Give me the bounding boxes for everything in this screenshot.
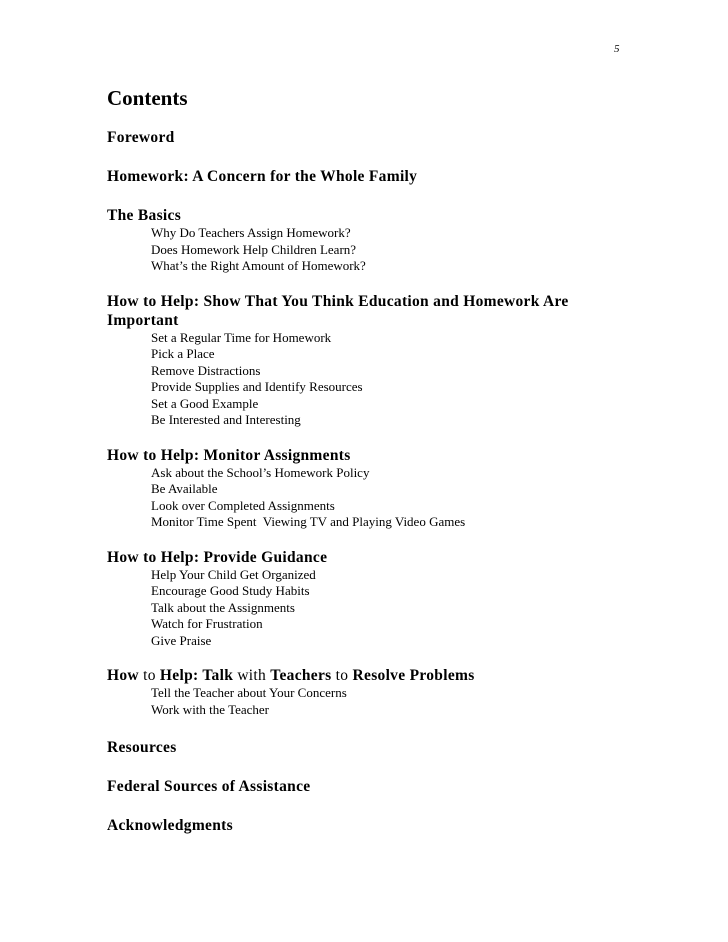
toc-section-title: Homework: A Concern for the Whole Family [107,168,418,185]
list-item: Look over Completed Assignments [151,497,335,513]
toc-section-title: Resources [107,739,177,756]
toc-section-monitor-assignments [107,446,627,531]
list-item: Work with the Teacher [151,701,270,717]
title-part: to [331,667,353,684]
toc-section-title: Federal Sources of Assistance [107,778,311,795]
title-part: How [107,667,139,684]
list-item: What’s the Right Amount of Homework? [151,258,366,273]
title-part: Help: Talk [159,667,234,684]
toc-sub-list [107,465,627,531]
title-part: Resolve Problems [352,667,475,684]
title-part: Teachers [270,667,332,684]
list-item: Tell the Teacher about Your Concerns [151,685,347,700]
list-item: Remove Distractions [151,362,261,378]
page-number: 5 [614,43,620,55]
toc-section-title: Acknowledgments [107,817,233,834]
toc-sub-list [107,225,627,275]
toc-sub-list [107,567,627,650]
toc-section-title: How to Help: Show That You Think Education and Homework Are Important [107,292,569,329]
title-part: to [138,667,160,684]
toc-section-the-basics [107,206,627,275]
list-item: Talk about the Assignments [151,599,295,615]
toc-section-homework-concern [107,167,627,186]
toc-section-federal-sources [107,777,627,796]
list-item: Monitor Time Spent Viewing TV and Playing Video Games [151,514,466,529]
list-item: Pick a Place [151,346,215,361]
list-item: Be Available [151,481,218,496]
list-item: Why Do Teachers Assign Homework? [151,225,351,240]
list-item: Provide Supplies and Identify Resources [151,379,363,394]
toc-section-talk-with-teachers [107,666,627,718]
title-part: with [233,667,271,684]
toc-section-title: How to Help: Monitor Assignments [107,446,351,464]
list-item: Ask about the School’s Homework Policy [151,464,370,480]
toc-section-title: The Basics [107,207,182,224]
toc-section-title [107,666,627,685]
toc-section-foreword [107,128,627,147]
list-item: Encourage Good Study Habits [151,583,310,598]
toc-sub-list [107,685,627,718]
table-of-contents [107,128,627,835]
page-title: Contents [107,86,188,110]
toc-sub-list [107,330,627,429]
list-item: Watch for Frustration [151,616,263,631]
toc-section-show-education-important [107,292,627,429]
list-item: Set a Regular Time for Homework [151,329,332,345]
toc-section-title: Foreword [107,129,175,146]
toc-section-acknowledgments [107,816,627,835]
list-item: Be Interested and Interesting [151,412,301,427]
list-item: Give Praise [151,632,212,648]
toc-section-resources [107,738,627,757]
list-item: Does Homework Help Children Learn? [151,241,357,257]
list-item: Set a Good Example [151,395,259,411]
toc-section-title: How to Help: Provide Guidance [107,548,328,566]
toc-section-provide-guidance [107,548,627,650]
list-item: Help Your Child Get Organized [151,566,316,582]
